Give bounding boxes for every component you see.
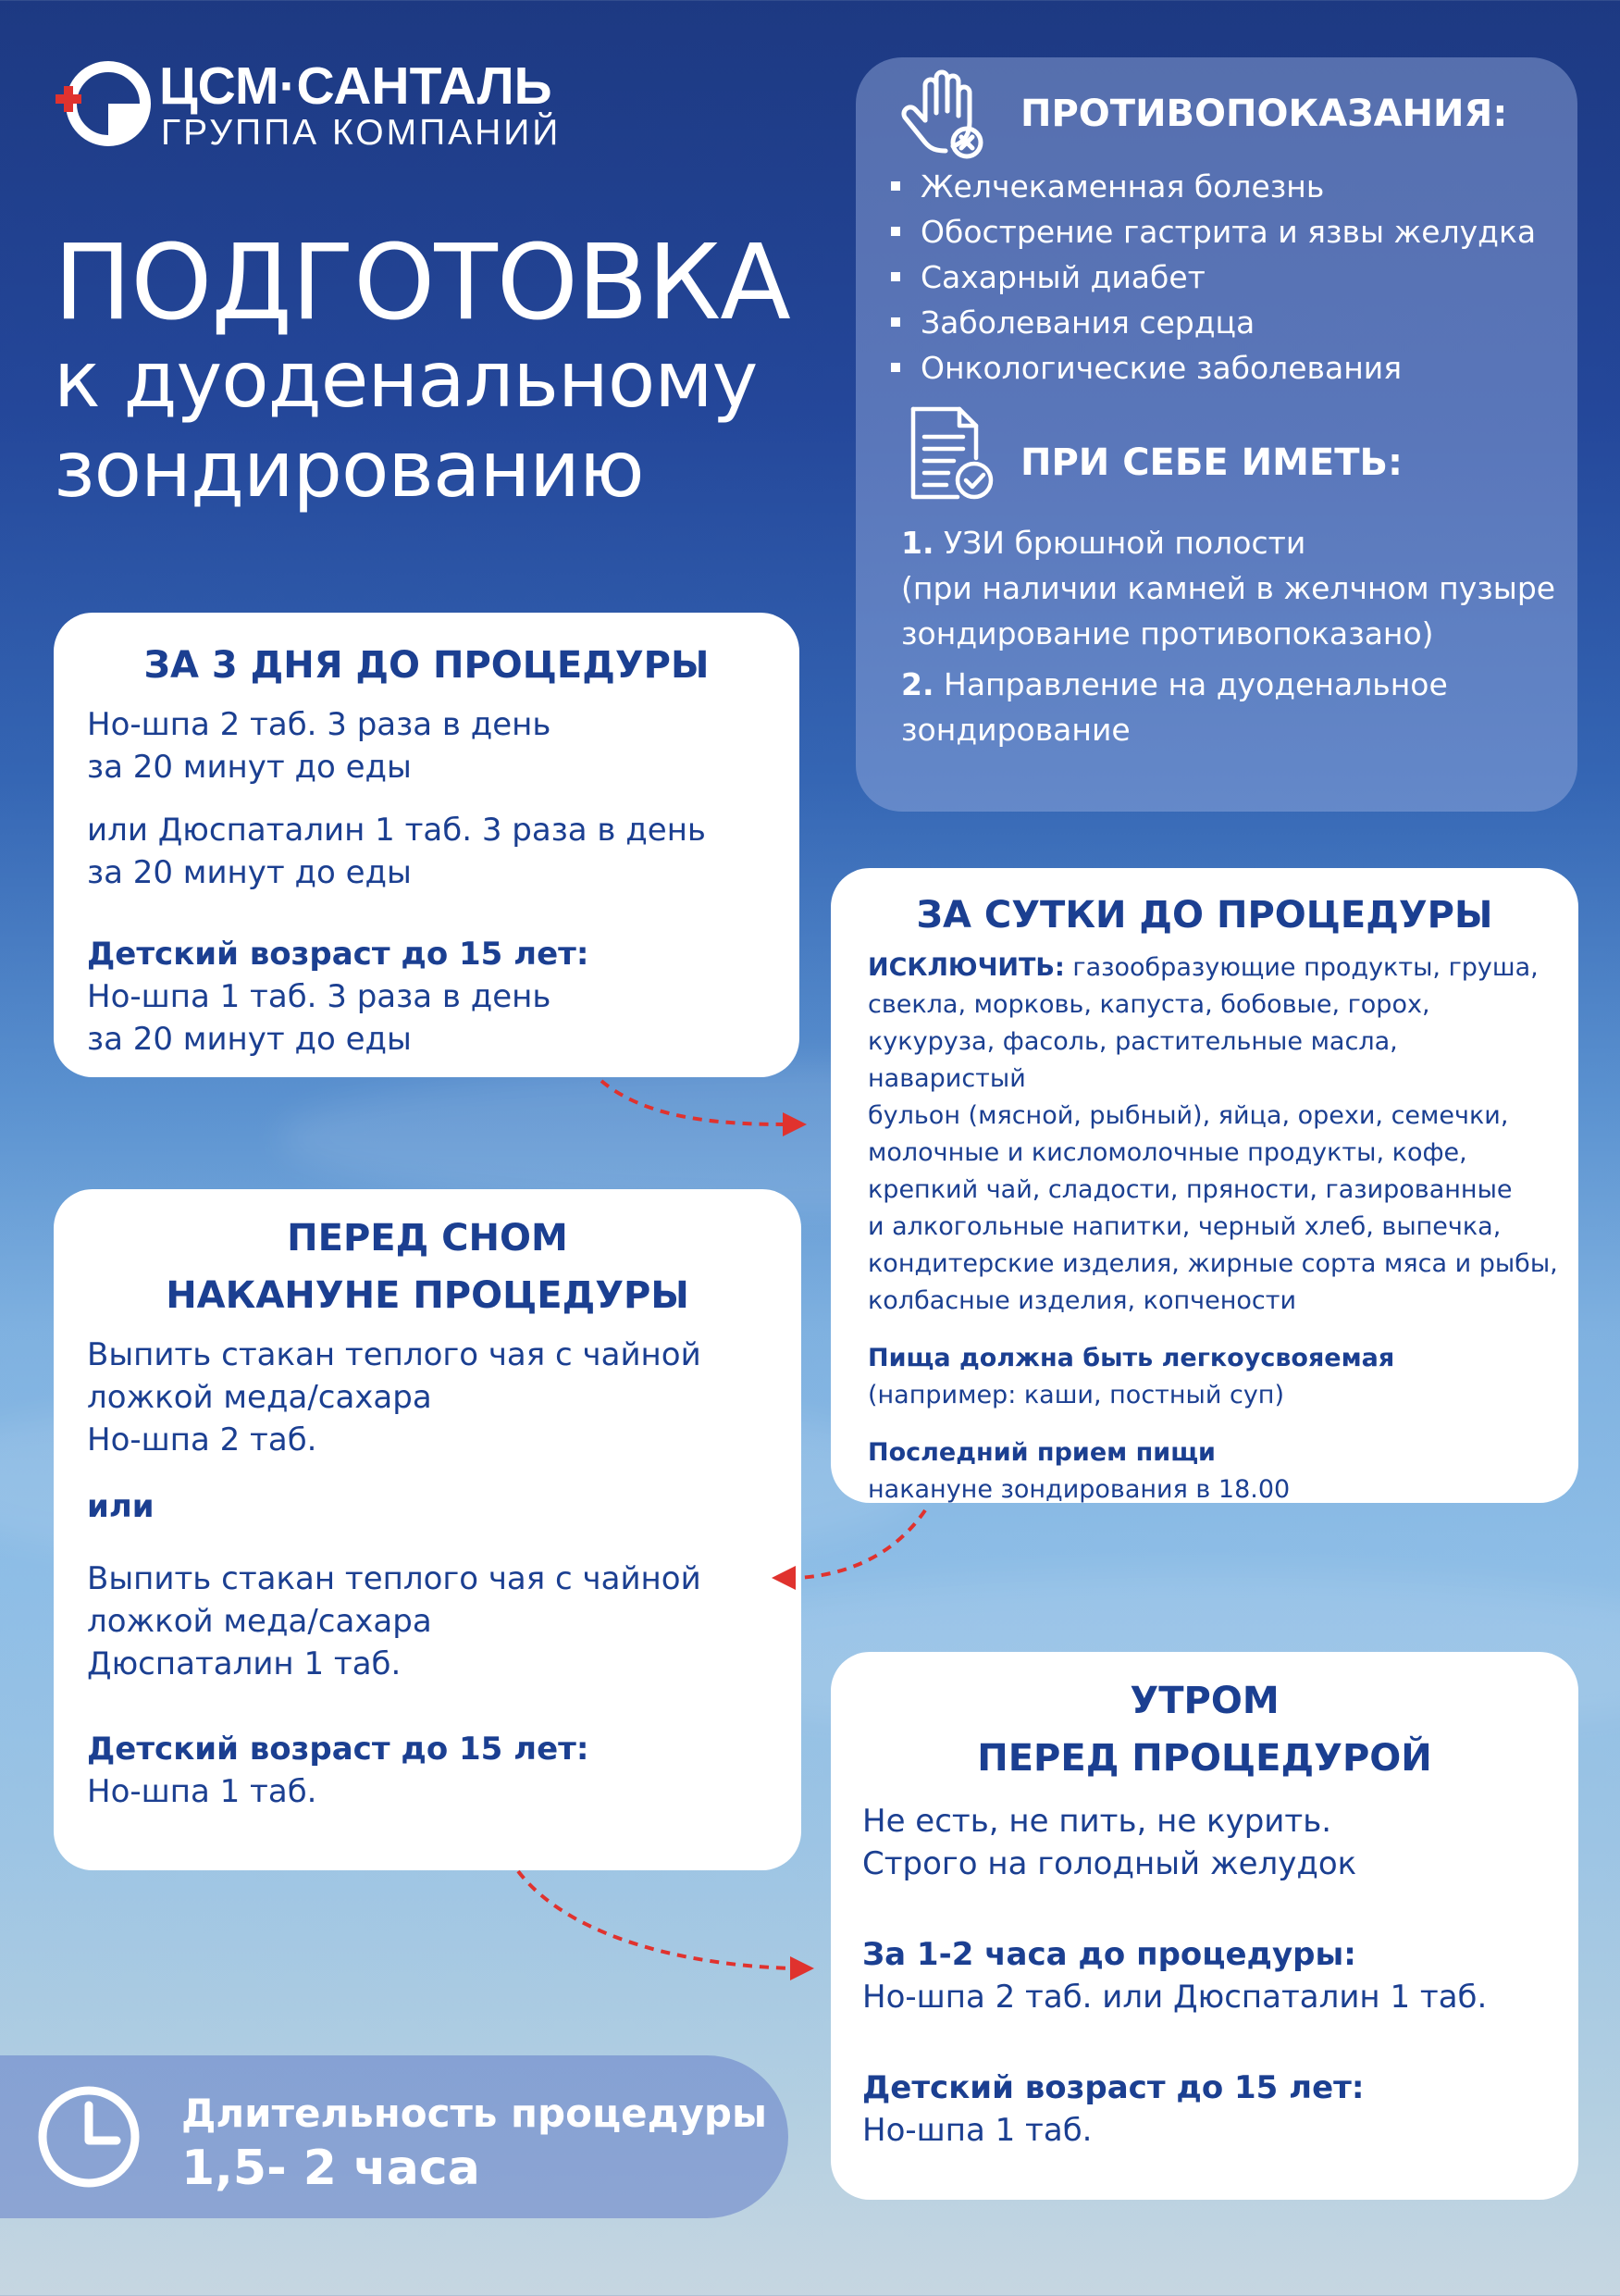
list-item: Заболевания сердца	[891, 300, 1536, 345]
card-text: Но-шпа 1 таб. 3 раза в день	[87, 978, 551, 1015]
card-heading: ЗА 3 ДНЯ ДО ПРОЦЕДУРЫ	[143, 644, 710, 687]
card-text: накануне зондирования в 18.00	[868, 1475, 1291, 1504]
food-label: Пища должна быть легкоусвояемая	[868, 1344, 1395, 1372]
logo-subtitle: ГРУППА КОМПАНИЙ	[161, 113, 562, 153]
card-heading: НАКАНУНЕ ПРОЦЕДУРЫ	[166, 1274, 689, 1317]
list-item: 2. Направление на дуоденальное зондирование	[901, 666, 1448, 748]
card-heading: УТРОМ	[1130, 1680, 1280, 1722]
card-text: ложкой меда/сахара	[87, 1379, 432, 1416]
card-text: Но-шпа 2 таб. 3 раза в день	[87, 706, 551, 743]
card-text: Но-шпа 1 таб.	[862, 2112, 1093, 2149]
card-text: молочные и кисломолочные продукты, кофе,	[868, 1138, 1467, 1167]
card-text: Строго на голодный желудок	[862, 1845, 1357, 1882]
card-text: свекла, морковь, капуста, бобовые, горох,	[868, 990, 1430, 1019]
contraindications-heading: ПРОТИВОПОКАЗАНИЯ:	[1020, 93, 1508, 135]
title-line-3: зондированию	[54, 424, 644, 515]
clock-icon	[28, 2083, 150, 2191]
duration-label: Длительность процедуры	[181, 2091, 767, 2136]
card-text: за 20 минут до еды	[87, 854, 412, 891]
list-item: Онкологические заболевания	[891, 345, 1536, 391]
card-text: кондитерские изделия, жирные сорта мяса и рыбы,	[868, 1249, 1558, 1278]
card-text: и алкогольные напитки, черный хлеб, выпечка,	[868, 1212, 1502, 1241]
title-line-1: ПОДГОТОВКА	[54, 223, 790, 343]
list-item: Желчекаменная болезнь	[891, 164, 1536, 209]
arrow-to-night-before	[798, 1510, 925, 1578]
child-label: Детский возраст до 15 лет:	[862, 2069, 1365, 2106]
hours-label: За 1-2 часа до процедуры:	[862, 1936, 1356, 1973]
card-heading: ЗА СУТКИ ДО ПРОЦЕДУРЫ	[916, 894, 1493, 937]
card-text: крепкий чай, сладости, пряности, газированные	[868, 1175, 1513, 1204]
card-text: за 20 минут до еды	[87, 749, 412, 786]
card-heading: ПЕРЕД СНОМ	[287, 1217, 568, 1260]
list-item: Сахарный диабет	[891, 254, 1536, 300]
card-text: Но-шпа 2 таб.	[87, 1421, 317, 1458]
card-text: Но-шпа 2 таб. или Дюспаталин 1 таб.	[862, 1979, 1488, 2016]
child-label: Детский возраст до 15 лет:	[87, 936, 589, 973]
card-text: (например: каши, постный суп)	[868, 1381, 1284, 1409]
child-label: Детский возраст до 15 лет:	[87, 1731, 589, 1768]
arrow-to-morning	[518, 1871, 796, 1968]
arrowhead	[772, 1566, 796, 1590]
exclude-label: ИСКЛЮЧИТЬ:	[868, 953, 1065, 982]
logo-name: ЦСМ·САНТАЛЬ	[159, 56, 552, 116]
card-text: Дюспаталин 1 таб.	[87, 1645, 402, 1682]
list-item: Обострение гастрита и язвы желудка	[891, 209, 1536, 254]
title-line-2: к дуоденальному	[54, 334, 758, 425]
card-heading: ПЕРЕД ПРОЦЕДУРОЙ	[977, 1737, 1432, 1780]
arrow-to-day-before	[601, 1081, 788, 1124]
card-text: Но-шпа 1 таб.	[87, 1773, 317, 1810]
card-text: кукуруза, фасоль, растительные масла, наваристый	[868, 1027, 1398, 1093]
card-text: Выпить стакан теплого чая с чайной	[87, 1336, 701, 1373]
duration-value: 1,5- 2 часа	[181, 2141, 480, 2196]
or-label: или	[87, 1488, 155, 1525]
card-text: колбасные изделия, копчености	[868, 1286, 1297, 1315]
duration-badge	[0, 2055, 788, 2218]
card-text: ложкой меда/сахара	[87, 1603, 432, 1640]
bring-heading: ПРИ СЕБЕ ИМЕТЬ:	[1020, 441, 1403, 484]
card-text: за 20 минут до еды	[87, 1021, 412, 1058]
card-text: Выпить стакан теплого чая с чайной	[87, 1560, 701, 1597]
card-text: газообразующие продукты, груша,	[1072, 953, 1539, 982]
card-text: бульон (мясной, рыбный), яйца, орехи, семечки,	[868, 1101, 1509, 1130]
card-text: Не есть, не пить, не курить.	[862, 1803, 1332, 1840]
list-item: 1. УЗИ брюшной полости (при наличии камней в желчном пузыре зондирование противопоказано)	[901, 525, 1556, 652]
arrowhead	[790, 1956, 814, 1980]
card-text: или Дюспаталин 1 таб. 3 раза в день	[87, 812, 706, 849]
last-meal-label: Последний прием пищи	[868, 1438, 1216, 1467]
arrowhead	[783, 1112, 807, 1136]
